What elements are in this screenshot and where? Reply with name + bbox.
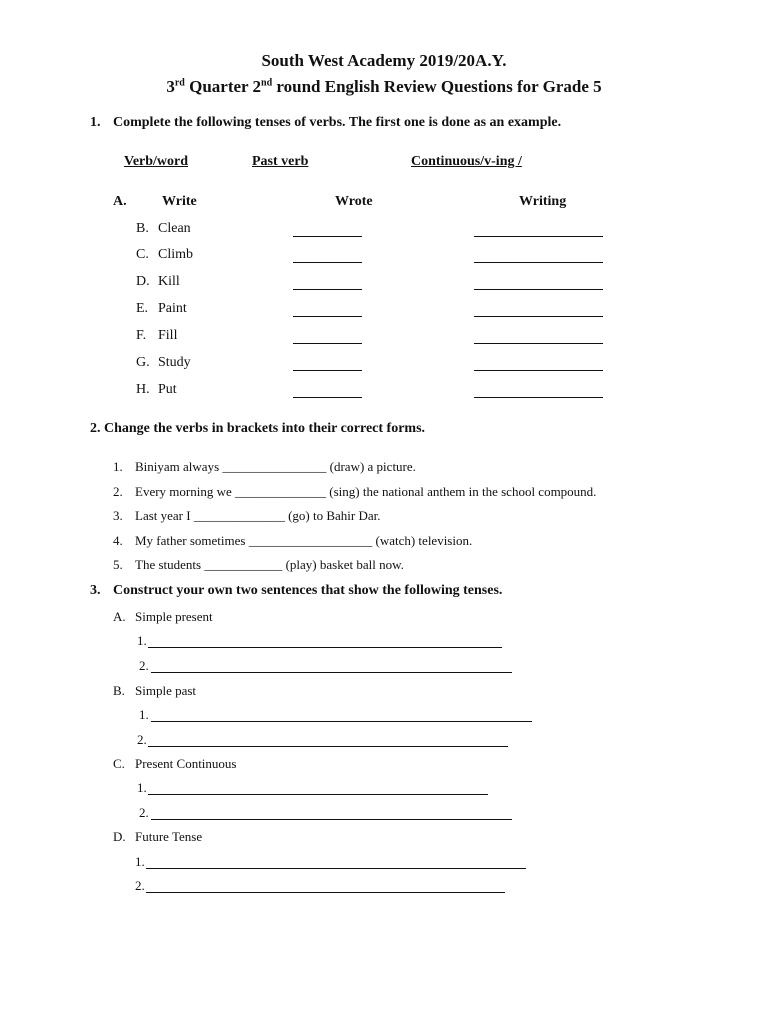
- past-answer-blank[interactable]: [293, 262, 362, 263]
- sentence-answer-line[interactable]: [146, 868, 526, 869]
- continuous-answer-blank[interactable]: [474, 262, 603, 263]
- question-3-text: Construct your own two sentences that show the following tenses.: [113, 583, 503, 598]
- example-letter: A.: [113, 194, 127, 209]
- verb-row-letter: B.: [136, 221, 149, 236]
- sentence-item: [135, 557, 404, 573]
- verb-row-word: Paint: [158, 301, 187, 316]
- sentence-text: Last year I: [135, 508, 194, 523]
- question-2-heading: 2. Change the verbs in brackets into their correct forms.: [90, 421, 426, 436]
- tense-section-letter: D.: [113, 829, 126, 844]
- document-subtitle: [0, 77, 768, 97]
- past-answer-blank[interactable]: [293, 316, 362, 317]
- verb-row-letter: F.: [136, 328, 147, 343]
- sentence-answer-line[interactable]: [151, 672, 512, 673]
- sentence-line-number: 2.: [137, 732, 147, 747]
- subtitle-part: 3: [166, 77, 175, 96]
- subtitle-part: Quarter 2: [184, 77, 262, 96]
- past-answer-blank[interactable]: [293, 289, 362, 290]
- question-1-text: Complete the following tenses of verbs. The first one is done as an example.: [113, 115, 562, 130]
- sentence-number: 5.: [113, 557, 123, 572]
- sentence-answer-line[interactable]: [148, 746, 508, 747]
- verb-row-letter: G.: [136, 355, 150, 370]
- sentence-item: [135, 459, 416, 475]
- verb-row-letter: D.: [136, 274, 150, 289]
- subtitle-superscript: nd: [261, 77, 273, 89]
- tense-section-label: Present Continuous: [135, 756, 237, 771]
- sentence-text: (play) basket ball now.: [282, 557, 404, 572]
- continuous-answer-blank[interactable]: [474, 316, 603, 317]
- continuous-answer-blank[interactable]: [474, 343, 603, 344]
- tense-section-label: Simple present: [135, 609, 213, 624]
- sentence-answer-line[interactable]: [148, 647, 502, 648]
- sentence-line-number: 2.: [139, 658, 149, 673]
- question-3-number: 3.: [90, 583, 101, 598]
- sentence-text: (watch) television.: [372, 533, 473, 548]
- verb-row-letter: E.: [136, 301, 149, 316]
- question-1-number: 1.: [90, 115, 101, 130]
- verb-row-word: Study: [158, 355, 191, 370]
- tense-section-letter: B.: [113, 683, 125, 698]
- continuous-answer-blank[interactable]: [474, 289, 603, 290]
- verb-row-letter: C.: [136, 247, 149, 262]
- past-answer-blank[interactable]: [293, 397, 362, 398]
- verb-row-word: Put: [158, 382, 177, 397]
- answer-blank[interactable]: ______________: [193, 508, 285, 523]
- answer-blank[interactable]: ___________________: [248, 533, 373, 548]
- verb-row-word: Fill: [158, 328, 178, 343]
- sentence-text: (draw) a picture.: [326, 459, 416, 474]
- verb-row-word: Clean: [158, 221, 191, 236]
- tense-section-label: Simple past: [135, 683, 197, 698]
- tense-section-letter: A.: [113, 609, 126, 624]
- document-title: South West Academy 2019/20A.Y.: [261, 51, 507, 70]
- past-answer-blank[interactable]: [293, 370, 362, 371]
- sentence-line-number: 2.: [139, 805, 149, 820]
- sentence-number: 3.: [113, 508, 123, 523]
- continuous-answer-blank[interactable]: [474, 236, 603, 237]
- past-answer-blank[interactable]: [293, 236, 362, 237]
- sentence-text: Every morning we: [135, 484, 236, 499]
- sentence-line-number: 1.: [135, 854, 145, 869]
- verb-row-word: Climb: [158, 247, 194, 262]
- sentence-line-number: 1.: [137, 780, 147, 795]
- sentence-text: My father sometimes: [135, 533, 249, 548]
- verb-row-word: Kill: [158, 274, 180, 289]
- sentence-line-number: 2.: [135, 878, 145, 893]
- tense-section-label: Future Tense: [135, 829, 203, 844]
- column-header-verb: Verb/word: [124, 154, 189, 169]
- sentence-item: [135, 484, 596, 500]
- example-continuous: Writing: [519, 194, 567, 209]
- sentence-text: The students: [135, 557, 205, 572]
- past-answer-blank[interactable]: [293, 343, 362, 344]
- answer-blank[interactable]: ______________: [235, 484, 327, 499]
- subtitle-part: round English Review Questions for Grade 5: [272, 77, 602, 96]
- verb-row-letter: H.: [136, 382, 150, 397]
- sentence-answer-line[interactable]: [151, 819, 512, 820]
- sentence-answer-line[interactable]: [151, 721, 532, 722]
- sentence-number: 1.: [113, 459, 123, 474]
- column-header-continuous: Continuous/v-ing /: [411, 154, 522, 169]
- example-verb: Write: [162, 194, 197, 209]
- sentence-text: (go) to Bahir Dar.: [284, 508, 381, 523]
- sentence-item: [135, 533, 472, 549]
- answer-blank[interactable]: ____________: [204, 557, 283, 572]
- continuous-answer-blank[interactable]: [474, 370, 603, 371]
- answer-blank[interactable]: ________________: [222, 459, 327, 474]
- tense-section-letter: C.: [113, 756, 125, 771]
- continuous-answer-blank[interactable]: [474, 397, 603, 398]
- example-past: Wrote: [335, 194, 373, 209]
- sentence-number: 4.: [113, 533, 123, 548]
- sentence-answer-line[interactable]: [146, 892, 505, 893]
- sentence-answer-line[interactable]: [148, 794, 488, 795]
- sentence-item: [135, 508, 381, 524]
- sentence-line-number: 1.: [139, 707, 149, 722]
- column-header-past: Past verb: [252, 154, 309, 169]
- subtitle-superscript: rd: [174, 77, 185, 89]
- sentence-text: (sing) the national anthem in the school compound.: [326, 484, 597, 499]
- sentence-text: Biniyam always: [135, 459, 223, 474]
- sentence-line-number: 1.: [137, 633, 147, 648]
- sentence-number: 2.: [113, 484, 123, 499]
